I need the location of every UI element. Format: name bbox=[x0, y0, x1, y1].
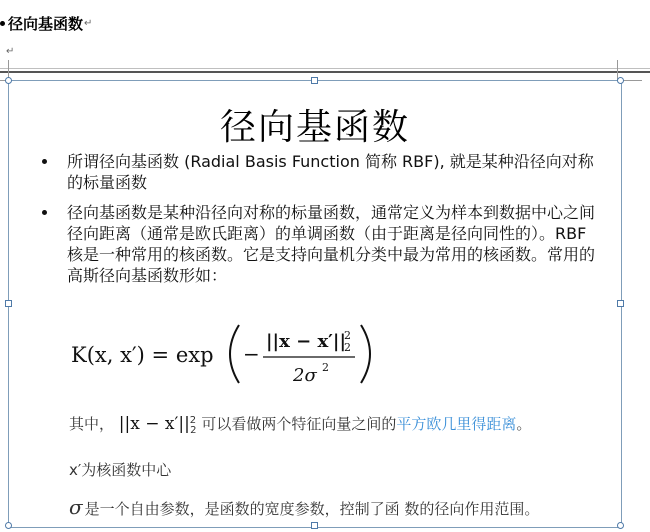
resize-handle-right[interactable] bbox=[617, 300, 624, 307]
formula-numerator: ||x − x′|| bbox=[266, 331, 347, 352]
heading-bullet-icon bbox=[0, 21, 5, 26]
resize-handle-top-left[interactable] bbox=[5, 77, 12, 84]
formula-num-exponent: 2 bbox=[344, 329, 351, 342]
bullet-text-2: 径向基函数是某种沿径向对称的标量函数，通常定义为样本到数据中心之间径向距离（通常是欧氏距离）的单调函数（由于距离是径向同性的）。RBF核是一种常用的核函数。它是支持向量机分类中最为常用的核函数。常用的高斯径向基函数形如： bbox=[67, 203, 596, 285]
resize-handle-bottom-right[interactable] bbox=[617, 522, 624, 529]
list-item bbox=[9, 202, 621, 286]
formula-left-paren bbox=[230, 325, 239, 383]
gaussian-rbf-formula bbox=[71, 319, 431, 389]
resize-handle-left[interactable] bbox=[5, 300, 12, 307]
note-line-1 bbox=[69, 413, 531, 436]
formula-right-paren bbox=[361, 325, 370, 383]
header-rule-thin bbox=[0, 68, 650, 69]
resize-handle-bottom-left[interactable] bbox=[5, 522, 12, 529]
document-heading bbox=[0, 10, 92, 36]
heading-text[interactable]: 径向基函数 bbox=[8, 14, 84, 33]
empty-paragraph-mark-icon: ↵ bbox=[6, 46, 15, 57]
bullet-text-1: 所谓径向基函数 (Radial Basis Function 简称 RBF), 就是某种沿径向对称的标量函数 bbox=[67, 152, 594, 192]
formula-minus: − bbox=[243, 342, 260, 366]
resize-handle-bottom[interactable] bbox=[311, 522, 318, 529]
list-item bbox=[9, 151, 621, 193]
bullet-dot-icon bbox=[42, 210, 47, 215]
euclidean-distance-link[interactable]: 平方欧几里得距离 bbox=[396, 415, 517, 433]
note-1-end: 。 bbox=[516, 415, 532, 433]
slide-title: 径向基函数 bbox=[219, 107, 410, 148]
embedded-slide-image[interactable] bbox=[8, 80, 622, 528]
resize-handle-top[interactable] bbox=[311, 77, 318, 84]
note-3-text: 是一个自由参数，是函数的宽度参数，控制了函 数的径向作用范围。 bbox=[84, 500, 540, 518]
note-line-3 bbox=[69, 495, 539, 519]
formula-den-exponent: 2 bbox=[322, 361, 329, 374]
formula-num-subscript: 2 bbox=[344, 341, 351, 354]
resize-handle-top-right[interactable] bbox=[617, 77, 624, 84]
note-1-sub: 2 bbox=[190, 425, 197, 436]
note-1-expr: ||x − x′|| bbox=[118, 414, 190, 434]
slide-bullet-list bbox=[9, 151, 621, 295]
formula-lhs: K(x, x′) = exp bbox=[71, 343, 214, 367]
formula-denominator: 2σ bbox=[293, 365, 317, 386]
note-1-prefix: 其中， bbox=[69, 415, 115, 433]
note-1-exp: 2 bbox=[189, 415, 197, 426]
paragraph-mark-icon: ↵ bbox=[84, 17, 93, 29]
note-1-mid: 可以看做两个特征向量之间的 bbox=[201, 415, 397, 433]
bullet-dot-icon bbox=[42, 159, 47, 164]
header-rule-thick bbox=[0, 71, 650, 73]
sigma-symbol: σ bbox=[69, 495, 83, 519]
note-line-2: x′为核函数中心 bbox=[69, 461, 172, 479]
